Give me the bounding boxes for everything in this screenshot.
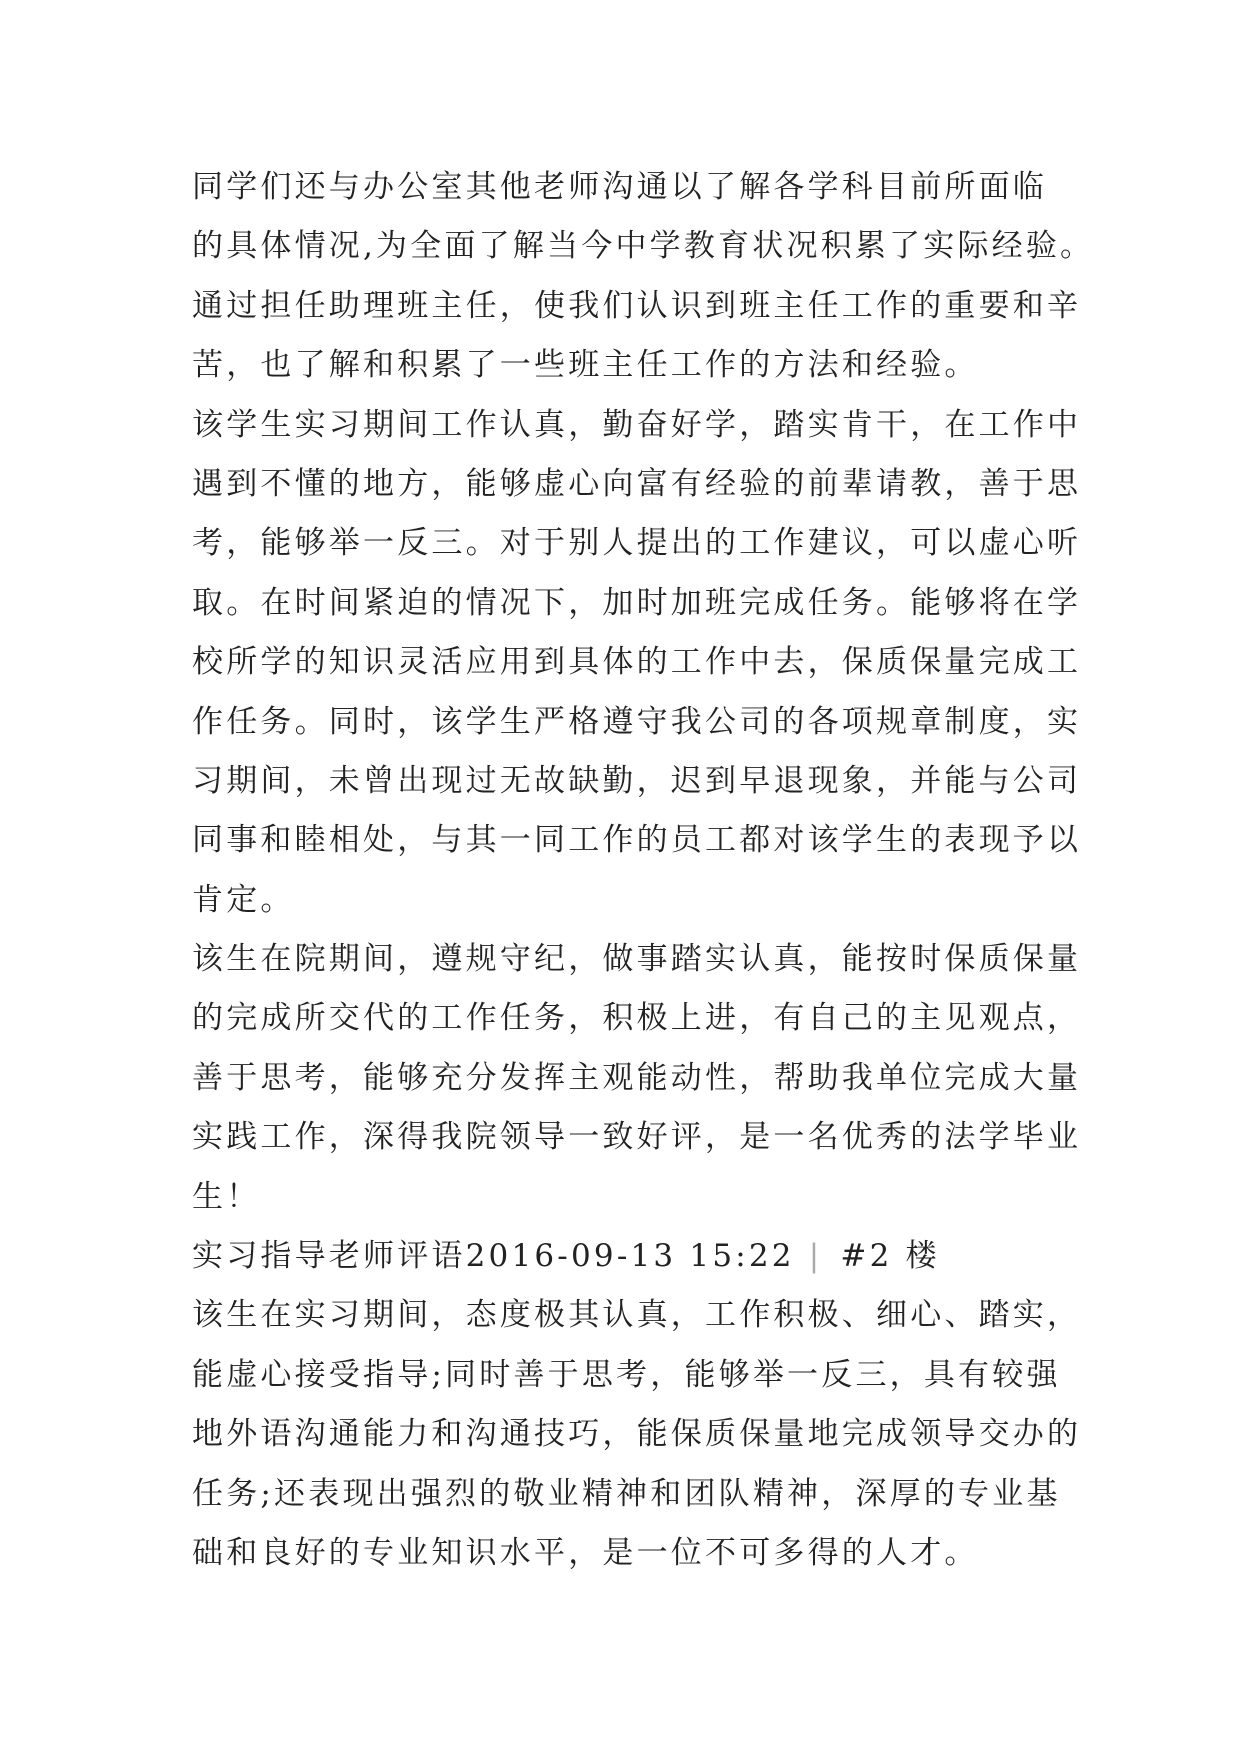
text-line: 地外语沟通能力和沟通技巧，能保质保量地完成领导交办的 — [192, 1416, 1082, 1453]
text-line: 的完成所交代的工作任务，积极上进，有自己的主见观点， — [192, 1000, 1082, 1037]
text-line: 同事和睦相处，与其一同工作的员工都对该学生的表现予以 — [192, 822, 1082, 859]
text-line: 础和良好的专业知识水平，是一位不可多得的人才。 — [192, 1534, 979, 1571]
post-floor-link[interactable]: #2 楼 — [840, 1238, 940, 1275]
text-line: 校所学的知识灵活应用到具体的工作中去，保质保量完成工 — [192, 644, 1082, 681]
text-line: 该生在实习期间，态度极其认真，工作积极、细心、踏实， — [192, 1297, 1082, 1334]
text-line: 习期间，未曾出现过无故缺勤，迟到早退现象，并能与公司 — [192, 762, 1082, 799]
text-line: 生！ — [192, 1178, 261, 1215]
text-line: 作任务。同时，该学生严格遵守我公司的各项规章制度，实 — [192, 703, 1082, 740]
text-line: 该学生实习期间工作认真，勤奋好学，踏实肯干，在工作中 — [192, 406, 1082, 443]
text-line: 的具体情况,为全面了解当今中学教育状况积累了实际经验。 — [192, 228, 1095, 265]
text-line: 苦，也了解和积累了一些班主任工作的方法和经验。 — [192, 347, 979, 384]
post-separator: | — [808, 1238, 823, 1275]
text-line: 通过担任助理班主任，使我们认识到班主任工作的重要和辛 — [192, 287, 1082, 324]
text-line: 肯定。 — [192, 881, 295, 918]
post-header — [192, 1227, 1202, 1286]
text-line: 能虚心接受指导;同时善于思考，能够举一反三，具有较强 — [192, 1356, 1061, 1393]
text-line: 考，能够举一反三。对于别人提出的工作建议，可以虚心听 — [192, 525, 1082, 562]
text-line: 任务;还表现出强烈的敬业精神和团队精神，深厚的专业基 — [192, 1475, 1061, 1512]
text-line: 取。在时间紧迫的情况下，加时加班完成任务。能够将在学 — [192, 584, 1082, 621]
text-line: 善于思考，能够充分发挥主观能动性，帮助我单位完成大量 — [192, 1059, 1082, 1096]
post-datetime: 2016-09-13 15:22 — [465, 1238, 795, 1275]
text-line: 该生在院期间，遵规守纪，做事踏实认真，能按时保质保量 — [192, 941, 1082, 978]
text-line: 遇到不懂的地方，能够虚心向富有经验的前辈请教，善于思 — [192, 465, 1082, 502]
text-line: 同学们还与办公室其他老师沟通以了解各学科目前所面临 — [192, 169, 1047, 205]
document-body — [192, 158, 1202, 1583]
post-title: 实习指导老师评语 — [192, 1238, 466, 1275]
text-line: 实践工作，深得我院领导一致好评，是一名优秀的法学毕业 — [192, 1119, 1082, 1156]
